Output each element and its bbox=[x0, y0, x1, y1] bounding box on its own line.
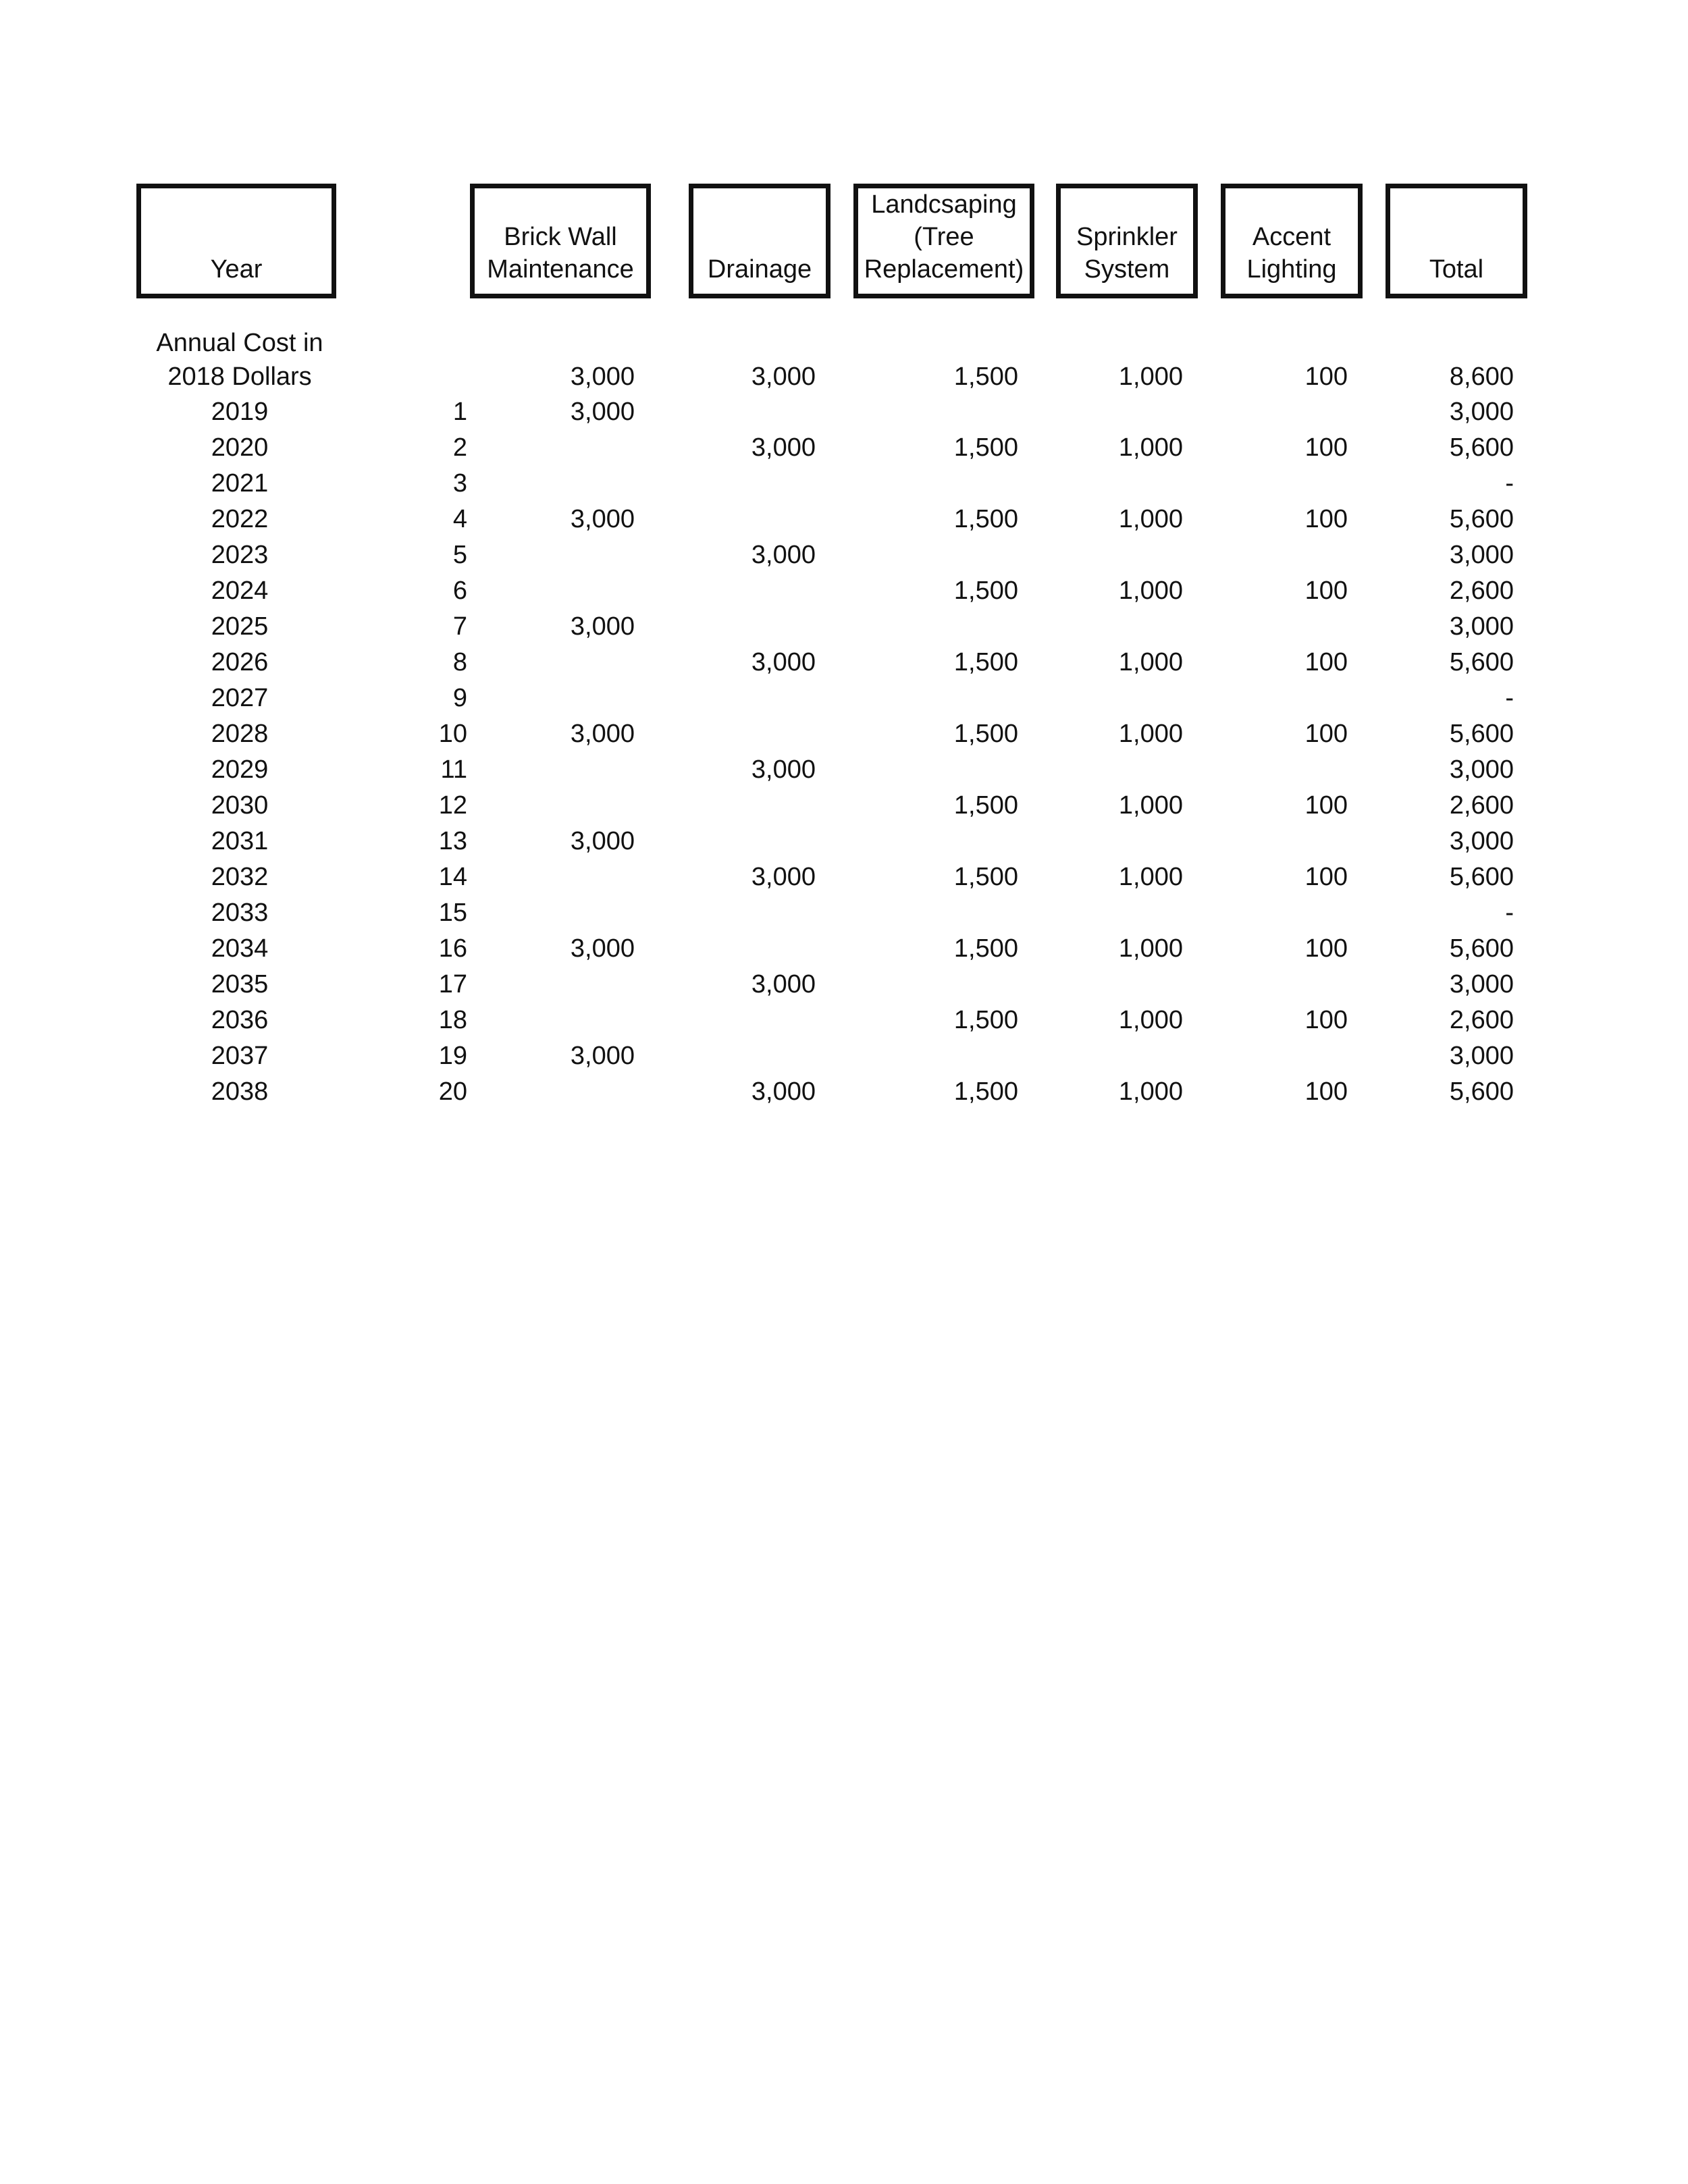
cell-year: 2035 bbox=[211, 970, 269, 998]
cell-total: 5,600 bbox=[1449, 863, 1514, 891]
cell-total: 5,600 bbox=[1449, 648, 1514, 676]
cell-landscaping: 1,500 bbox=[953, 791, 1018, 820]
cell-total: 5,600 bbox=[1449, 720, 1514, 748]
cell-total: 3,000 bbox=[1449, 970, 1514, 998]
cell-brick-wall: 3,000 bbox=[570, 720, 635, 748]
cell-n: 6 bbox=[452, 577, 467, 605]
cell-sprinkler: 1,000 bbox=[1118, 1077, 1183, 1106]
cell-n: 9 bbox=[452, 684, 467, 712]
cell-year: 2031 bbox=[211, 827, 269, 855]
cell-n: 3 bbox=[452, 469, 467, 498]
cell-year: 2023 bbox=[211, 541, 269, 569]
cell-drainage: 3,000 bbox=[751, 863, 816, 891]
cell-sprinkler: 1,000 bbox=[1118, 505, 1183, 533]
cell-year: 2038 bbox=[211, 1077, 269, 1106]
cell-n: 2 bbox=[452, 433, 467, 462]
cell-brick-wall: 3,000 bbox=[570, 827, 635, 855]
cell-brick-wall: 3,000 bbox=[570, 1042, 635, 1070]
cell-year: 2030 bbox=[211, 791, 269, 820]
cell-drainage: 3,000 bbox=[751, 648, 816, 676]
cell-accent: 100 bbox=[1304, 1077, 1348, 1106]
header-brick-wall-line-2: Maintenance bbox=[487, 255, 634, 284]
header-total-line-1: Total bbox=[1429, 255, 1484, 284]
cell-total: 3,000 bbox=[1449, 827, 1514, 855]
cell-accent: 100 bbox=[1304, 505, 1348, 533]
base-row-label bbox=[138, 326, 341, 394]
cell-year: 2036 bbox=[211, 1006, 269, 1034]
cell-n: 17 bbox=[438, 970, 467, 998]
cell-landscaping: 1,500 bbox=[953, 863, 1018, 891]
cell-accent: 100 bbox=[1304, 1006, 1348, 1034]
cell-drainage: 3,000 bbox=[751, 541, 816, 569]
header-sprinkler-line-2: System bbox=[1084, 255, 1170, 284]
cell-accent: 100 bbox=[1304, 648, 1348, 676]
cell-year: 2034 bbox=[211, 934, 269, 963]
cell-n: 12 bbox=[438, 791, 467, 820]
header-total bbox=[1386, 184, 1527, 298]
base-row-landscaping: 1,500 bbox=[953, 363, 1018, 391]
cell-year: 2026 bbox=[211, 648, 269, 676]
cell-brick-wall: 3,000 bbox=[570, 934, 635, 963]
cell-sprinkler: 1,000 bbox=[1118, 934, 1183, 963]
cell-n: 14 bbox=[438, 863, 467, 891]
cell-year: 2032 bbox=[211, 863, 269, 891]
header-drainage bbox=[689, 184, 830, 298]
header-sprinkler-system bbox=[1056, 184, 1198, 298]
cell-accent: 100 bbox=[1304, 934, 1348, 963]
cell-n: 7 bbox=[452, 612, 467, 641]
base-row-sprinkler: 1,000 bbox=[1118, 363, 1183, 391]
cell-landscaping: 1,500 bbox=[953, 433, 1018, 462]
header-year bbox=[136, 184, 336, 298]
cell-n: 15 bbox=[438, 899, 467, 927]
base-row-drainage: 3,000 bbox=[751, 363, 816, 391]
cell-landscaping: 1,500 bbox=[953, 577, 1018, 605]
base-row-total: 8,600 bbox=[1449, 363, 1514, 391]
base-row-label-line-2: 2018 Dollars bbox=[167, 363, 312, 391]
cell-sprinkler: 1,000 bbox=[1118, 1006, 1183, 1034]
header-brick-wall-maintenance bbox=[470, 184, 651, 298]
cell-sprinkler: 1,000 bbox=[1118, 577, 1183, 605]
cell-sprinkler: 1,000 bbox=[1118, 863, 1183, 891]
cell-drainage: 3,000 bbox=[751, 755, 816, 784]
cell-accent: 100 bbox=[1304, 791, 1348, 820]
cell-n: 11 bbox=[440, 755, 467, 784]
cell-landscaping: 1,500 bbox=[953, 934, 1018, 963]
cell-drainage: 3,000 bbox=[751, 433, 816, 462]
cell-total: 5,600 bbox=[1449, 433, 1514, 462]
cell-total: 2,600 bbox=[1449, 1006, 1514, 1034]
cell-total: 5,600 bbox=[1449, 1077, 1514, 1106]
cell-drainage: 3,000 bbox=[751, 1077, 816, 1106]
cell-n: 13 bbox=[438, 827, 467, 855]
cell-year: 2025 bbox=[211, 612, 269, 641]
header-landscaping-line-3: Replacement) bbox=[864, 255, 1024, 284]
cell-landscaping: 1,500 bbox=[953, 720, 1018, 748]
cell-accent: 100 bbox=[1304, 577, 1348, 605]
cell-sprinkler: 1,000 bbox=[1118, 720, 1183, 748]
cell-total: - bbox=[1505, 899, 1514, 927]
cell-year: 2027 bbox=[211, 684, 269, 712]
cell-total: 2,600 bbox=[1449, 577, 1514, 605]
cell-landscaping: 1,500 bbox=[953, 505, 1018, 533]
cell-total: 2,600 bbox=[1449, 791, 1514, 820]
cell-year: 2019 bbox=[211, 398, 269, 426]
cell-landscaping: 1,500 bbox=[953, 1006, 1018, 1034]
cell-landscaping: 1,500 bbox=[953, 1077, 1018, 1106]
header-accent-lighting bbox=[1221, 184, 1363, 298]
cell-n: 10 bbox=[438, 720, 467, 748]
cell-drainage: 3,000 bbox=[751, 970, 816, 998]
cell-accent: 100 bbox=[1304, 433, 1348, 462]
cell-brick-wall: 3,000 bbox=[570, 398, 635, 426]
cell-brick-wall: 3,000 bbox=[570, 612, 635, 641]
cell-year: 2022 bbox=[211, 505, 269, 533]
cell-total: - bbox=[1505, 469, 1514, 498]
header-drainage-line-1: Drainage bbox=[707, 255, 812, 284]
cell-n: 19 bbox=[438, 1042, 467, 1070]
cell-n: 20 bbox=[438, 1077, 467, 1106]
cell-year: 2037 bbox=[211, 1042, 269, 1070]
cell-n: 5 bbox=[452, 541, 467, 569]
cell-n: 4 bbox=[452, 505, 467, 533]
header-landscaping-line-1: Landcsaping bbox=[871, 190, 1017, 219]
cell-n: 18 bbox=[438, 1006, 467, 1034]
cell-total: 3,000 bbox=[1449, 398, 1514, 426]
header-accent-line-1: Accent bbox=[1252, 223, 1331, 251]
cell-total: 3,000 bbox=[1449, 612, 1514, 641]
cell-n: 8 bbox=[452, 648, 467, 676]
header-landscaping-line-2: (Tree bbox=[914, 223, 974, 251]
cell-accent: 100 bbox=[1304, 863, 1348, 891]
header-year-line-1: Year bbox=[210, 255, 263, 284]
base-row-label-line-1: Annual Cost in bbox=[156, 329, 323, 357]
header-landscaping bbox=[853, 184, 1034, 298]
cell-total: 5,600 bbox=[1449, 934, 1514, 963]
cell-year: 2033 bbox=[211, 899, 269, 927]
header-accent-line-2: Lighting bbox=[1246, 255, 1337, 284]
cell-n: 1 bbox=[452, 398, 467, 426]
cell-brick-wall: 3,000 bbox=[570, 505, 635, 533]
cell-year: 2020 bbox=[211, 433, 269, 462]
cell-accent: 100 bbox=[1304, 720, 1348, 748]
cell-total: 3,000 bbox=[1449, 541, 1514, 569]
cell-sprinkler: 1,000 bbox=[1118, 791, 1183, 820]
cell-sprinkler: 1,000 bbox=[1118, 648, 1183, 676]
cell-total: 5,600 bbox=[1449, 505, 1514, 533]
cell-year: 2021 bbox=[211, 469, 269, 498]
cell-n: 16 bbox=[438, 934, 467, 963]
base-row-brick-wall: 3,000 bbox=[570, 363, 635, 391]
cell-total: 3,000 bbox=[1449, 1042, 1514, 1070]
cell-total: 3,000 bbox=[1449, 755, 1514, 784]
header-sprinkler-line-1: Sprinkler bbox=[1076, 223, 1178, 251]
cell-total: - bbox=[1505, 684, 1514, 712]
base-row-accent: 100 bbox=[1304, 363, 1348, 391]
header-brick-wall-line-1: Brick Wall bbox=[504, 223, 617, 251]
cell-sprinkler: 1,000 bbox=[1118, 433, 1183, 462]
cell-year: 2029 bbox=[211, 755, 269, 784]
cell-landscaping: 1,500 bbox=[953, 648, 1018, 676]
cell-year: 2024 bbox=[211, 577, 269, 605]
cell-year: 2028 bbox=[211, 720, 269, 748]
